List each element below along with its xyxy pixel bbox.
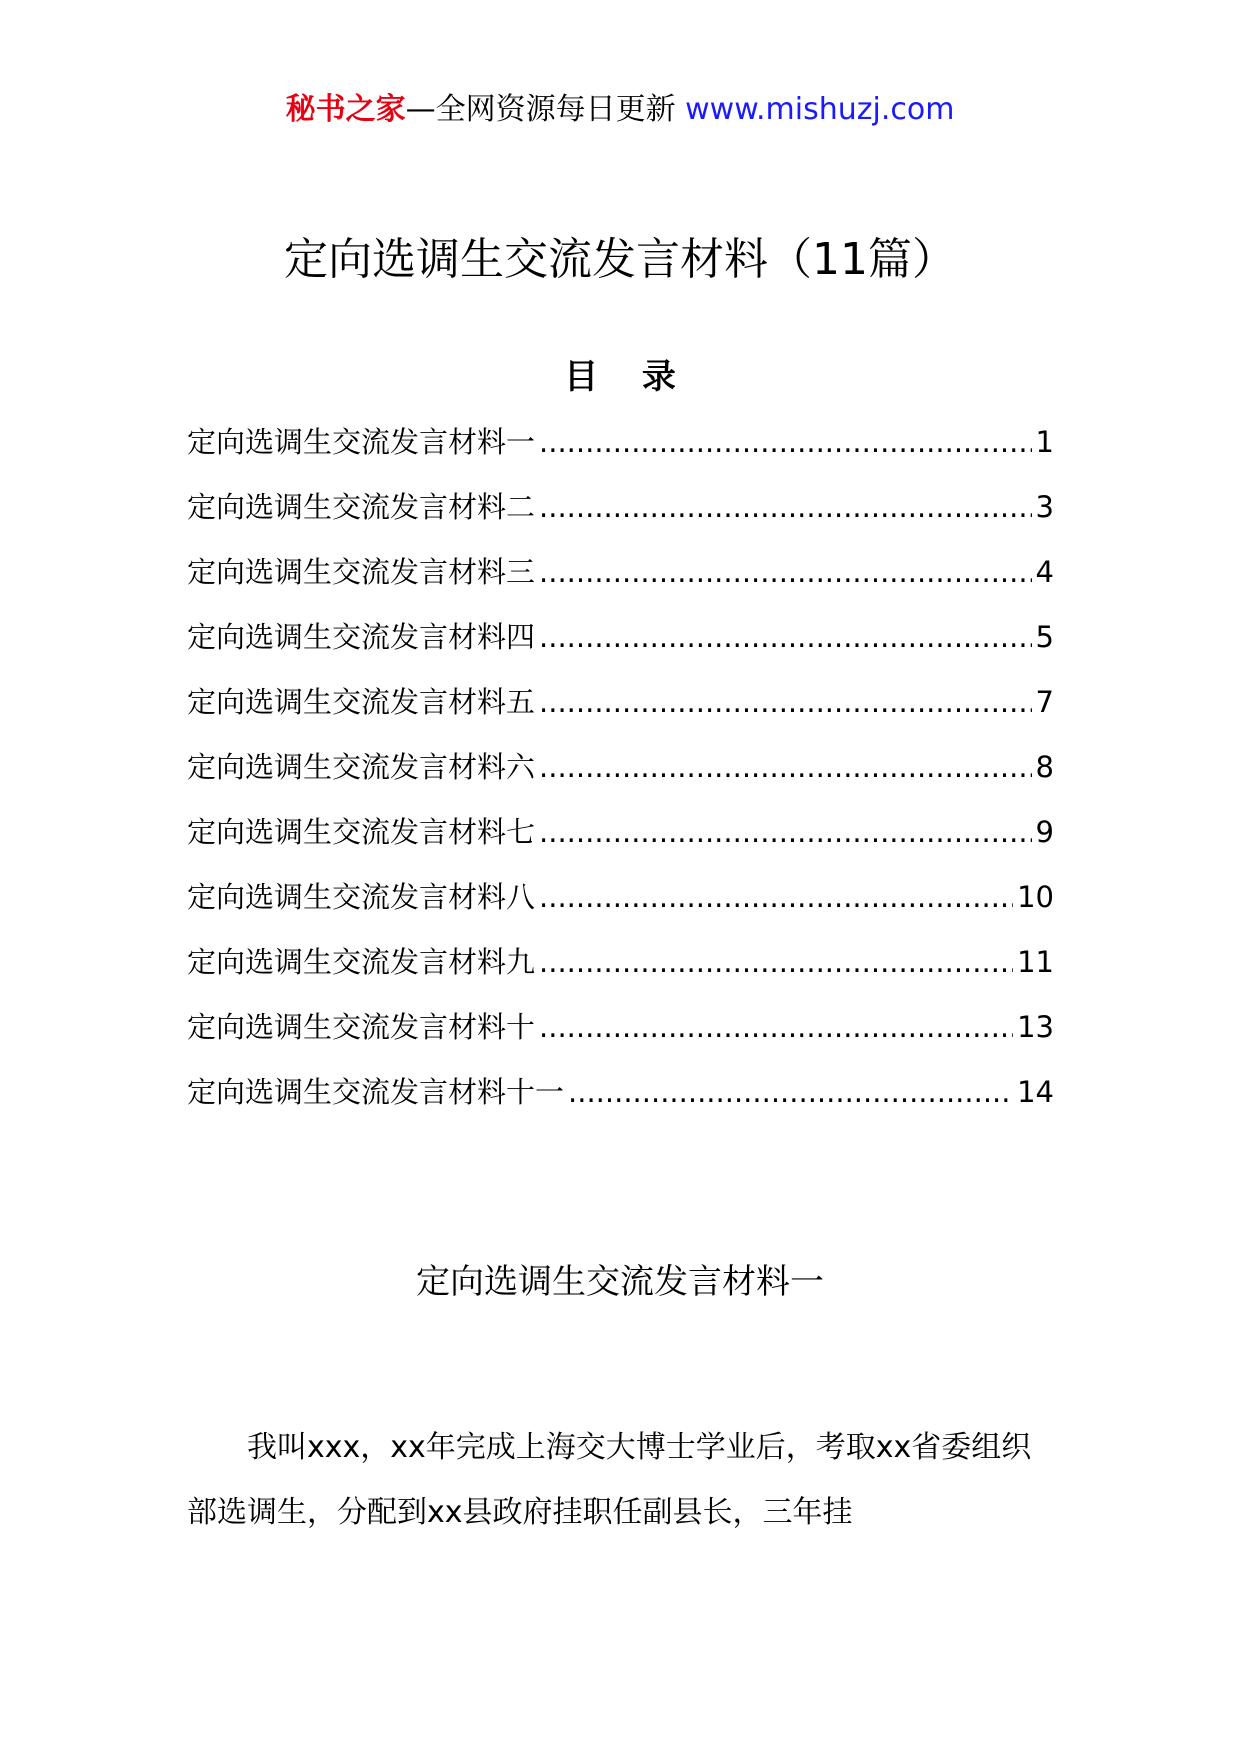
toc-dot-leader (539, 1005, 1013, 1049)
toc-entry-page-number: 10 (1017, 880, 1054, 914)
toc-entry-label: 定向选调生交流发言材料十 (187, 1010, 536, 1044)
toc-entry[interactable] (187, 550, 1054, 615)
toc-entry-page-number: 3 (1035, 490, 1054, 524)
toc-entry-label: 定向选调生交流发言材料四 (187, 620, 536, 654)
toc-entry[interactable] (187, 680, 1054, 745)
toc-entry-label: 定向选调生交流发言材料六 (187, 750, 536, 784)
toc-dot-leader (539, 420, 1032, 464)
section-title: 定向选调生交流发言材料一 (416, 1262, 824, 1302)
toc-entry-page-number: 7 (1035, 685, 1054, 719)
toc-entry-page-number: 14 (1017, 1075, 1054, 1109)
site-url-link[interactable]: www.mishuzj.com (685, 92, 955, 127)
toc-entry-page-number: 1 (1035, 425, 1054, 459)
toc-entry-page-number: 8 (1035, 750, 1054, 784)
toc-entry[interactable] (187, 875, 1054, 940)
toc-entry[interactable] (187, 940, 1054, 1005)
toc-entry[interactable] (187, 485, 1054, 550)
toc-dot-leader (539, 875, 1013, 919)
body-paragraph: 我叫xxx，xx年完成上海交大博士学业后，考取xx省委组织部选调生，分配到xx县政府挂职任副县长，三年挂 (187, 1430, 1032, 1530)
toc-entry[interactable] (187, 615, 1054, 680)
toc-entry[interactable] (187, 420, 1054, 485)
toc-entry-page-number: 9 (1035, 815, 1054, 849)
toc-dot-leader (539, 940, 1013, 984)
toc-dot-leader (539, 615, 1032, 659)
toc-entry-label: 定向选调生交流发言材料三 (187, 555, 536, 589)
toc-entry[interactable] (187, 810, 1054, 875)
toc-entry-page-number: 4 (1035, 555, 1054, 589)
toc-entry-label: 定向选调生交流发言材料七 (187, 815, 536, 849)
toc-entry[interactable] (187, 1005, 1054, 1070)
site-brand: 秘书之家 (285, 92, 406, 127)
toc-entry-page-number: 11 (1017, 945, 1054, 979)
toc-dot-leader (539, 550, 1032, 594)
toc-entry-label: 定向选调生交流发言材料九 (187, 945, 536, 979)
toc-entry-page-number: 5 (1035, 620, 1054, 654)
toc-entry-page-number: 13 (1017, 1010, 1054, 1044)
toc-dot-leader (539, 745, 1032, 789)
toc-entry-label: 定向选调生交流发言材料十一 (187, 1075, 565, 1109)
site-tagline: —全网资源每日更新 (405, 92, 676, 127)
toc-dot-leader (539, 810, 1032, 854)
toc-dot-leader (568, 1070, 1013, 1114)
site-header (0, 90, 1240, 130)
toc-entry-label: 定向选调生交流发言材料八 (187, 880, 536, 914)
toc-entry[interactable] (187, 745, 1054, 810)
toc-dot-leader (539, 680, 1032, 724)
toc-dot-leader (539, 485, 1032, 529)
toc-entry[interactable] (187, 1070, 1054, 1135)
toc-heading: 目 录 (564, 357, 692, 397)
toc-entry-label: 定向选调生交流发言材料五 (187, 685, 536, 719)
toc-entry-label: 定向选调生交流发言材料二 (187, 490, 536, 524)
table-of-contents (187, 420, 1054, 1135)
toc-entry-label: 定向选调生交流发言材料一 (187, 425, 536, 459)
document-title: 定向选调生交流发言材料（11篇） (284, 234, 956, 285)
